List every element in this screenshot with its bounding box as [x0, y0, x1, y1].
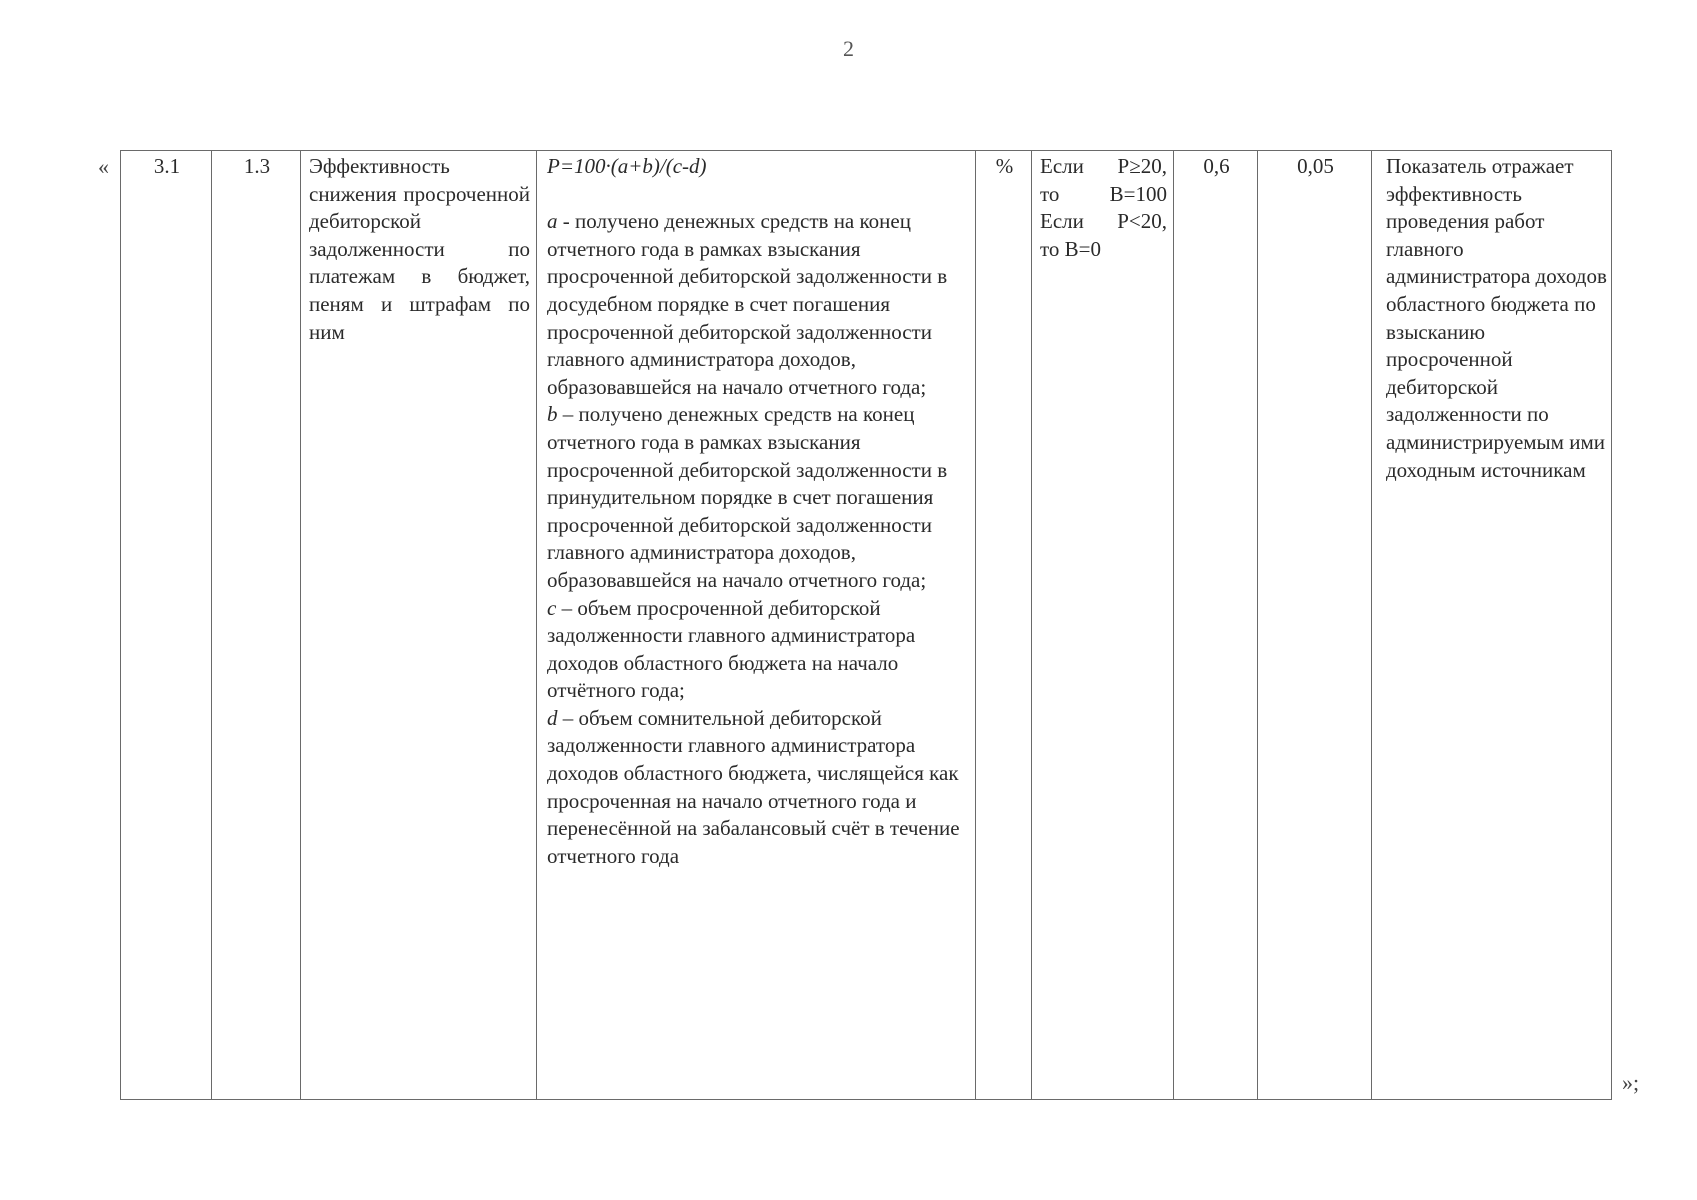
formula-text: P=100·(a+b)/(c-d)	[547, 154, 707, 178]
cell-subitem-number: 1.3	[212, 151, 301, 1099]
cell-description: Показатель отражает эффективность проведения работ главного администратора доходов областного бюджета по взысканию просроченной дебиторской задолженности по администрируемым ими доходным источникам	[1386, 154, 1607, 482]
condition-word: то B=0	[1040, 236, 1102, 261]
definition-text: получено денежных средств на конец отчетного года в рамках взыскания просроченной дебиторской задолженности в принудительном порядке в счет погашения просроченной дебиторской задолженности главного администратора доходов, образовавшейся на начало отчетного года;	[547, 402, 948, 592]
page-number: 2	[843, 36, 854, 61]
definition-b	[547, 401, 969, 594]
definition-c	[547, 595, 969, 705]
definition-a	[547, 208, 969, 401]
closing-quote: »;	[1622, 1070, 1640, 1095]
definition-text: объем сомнительной дебиторской задолженности главного администратора доходов областного бюджета, числящейся как просроченная на начало отчетного года и перенесённой на забалансовый счёт в течение отчетного года	[547, 705, 960, 868]
opening-quote: «	[98, 154, 109, 179]
definition-sep: -	[557, 209, 575, 234]
indicator-table	[120, 150, 1612, 1100]
definition-sep: –	[557, 705, 579, 730]
condition-line	[1040, 181, 1167, 209]
condition-line	[1040, 236, 1167, 264]
cell-item-number: 3.1	[121, 151, 212, 1099]
definition-sep: –	[556, 595, 578, 620]
definition-text: объем просроченной дебиторской задолженности главного администратора доходов областного бюджета на начало отчётного года;	[547, 595, 916, 703]
formula-spacer	[547, 181, 969, 209]
condition-value: P<20,	[1117, 209, 1167, 234]
condition-line	[1040, 208, 1167, 236]
condition-word: Если	[1040, 209, 1084, 234]
cell-conditions	[1032, 151, 1174, 1099]
cell-weight: 0,6	[1174, 151, 1258, 1099]
definition-text: получено денежных средств на конец отчетного года в рамках взыскания просроченной дебиторской задолженности в досудебном порядке в счет погашения просроченной дебиторской задолженности главного администратора доходов, образовавшейся на начало отчетного года;	[547, 209, 948, 399]
definition-var: a	[547, 209, 558, 234]
cell-formula	[537, 151, 976, 1099]
definition-var: b	[547, 402, 558, 427]
condition-word: Если	[1040, 154, 1084, 178]
condition-value: P≥20,	[1117, 154, 1167, 178]
cell-indicator-name: Эффективность снижения просроченной дебиторской задолженности по платежам в бюджет, пеням и штрафам по ним	[301, 151, 537, 1099]
definition-var: c	[547, 595, 557, 620]
definition-sep: –	[557, 402, 579, 427]
condition-line	[1040, 153, 1167, 181]
cell-coefficient: 0,05	[1258, 151, 1372, 1099]
condition-word: то	[1040, 181, 1060, 206]
condition-value: B=100	[1109, 181, 1167, 206]
definition-var: d	[547, 705, 558, 730]
cell-unit: %	[976, 151, 1032, 1099]
definition-d	[547, 705, 969, 871]
